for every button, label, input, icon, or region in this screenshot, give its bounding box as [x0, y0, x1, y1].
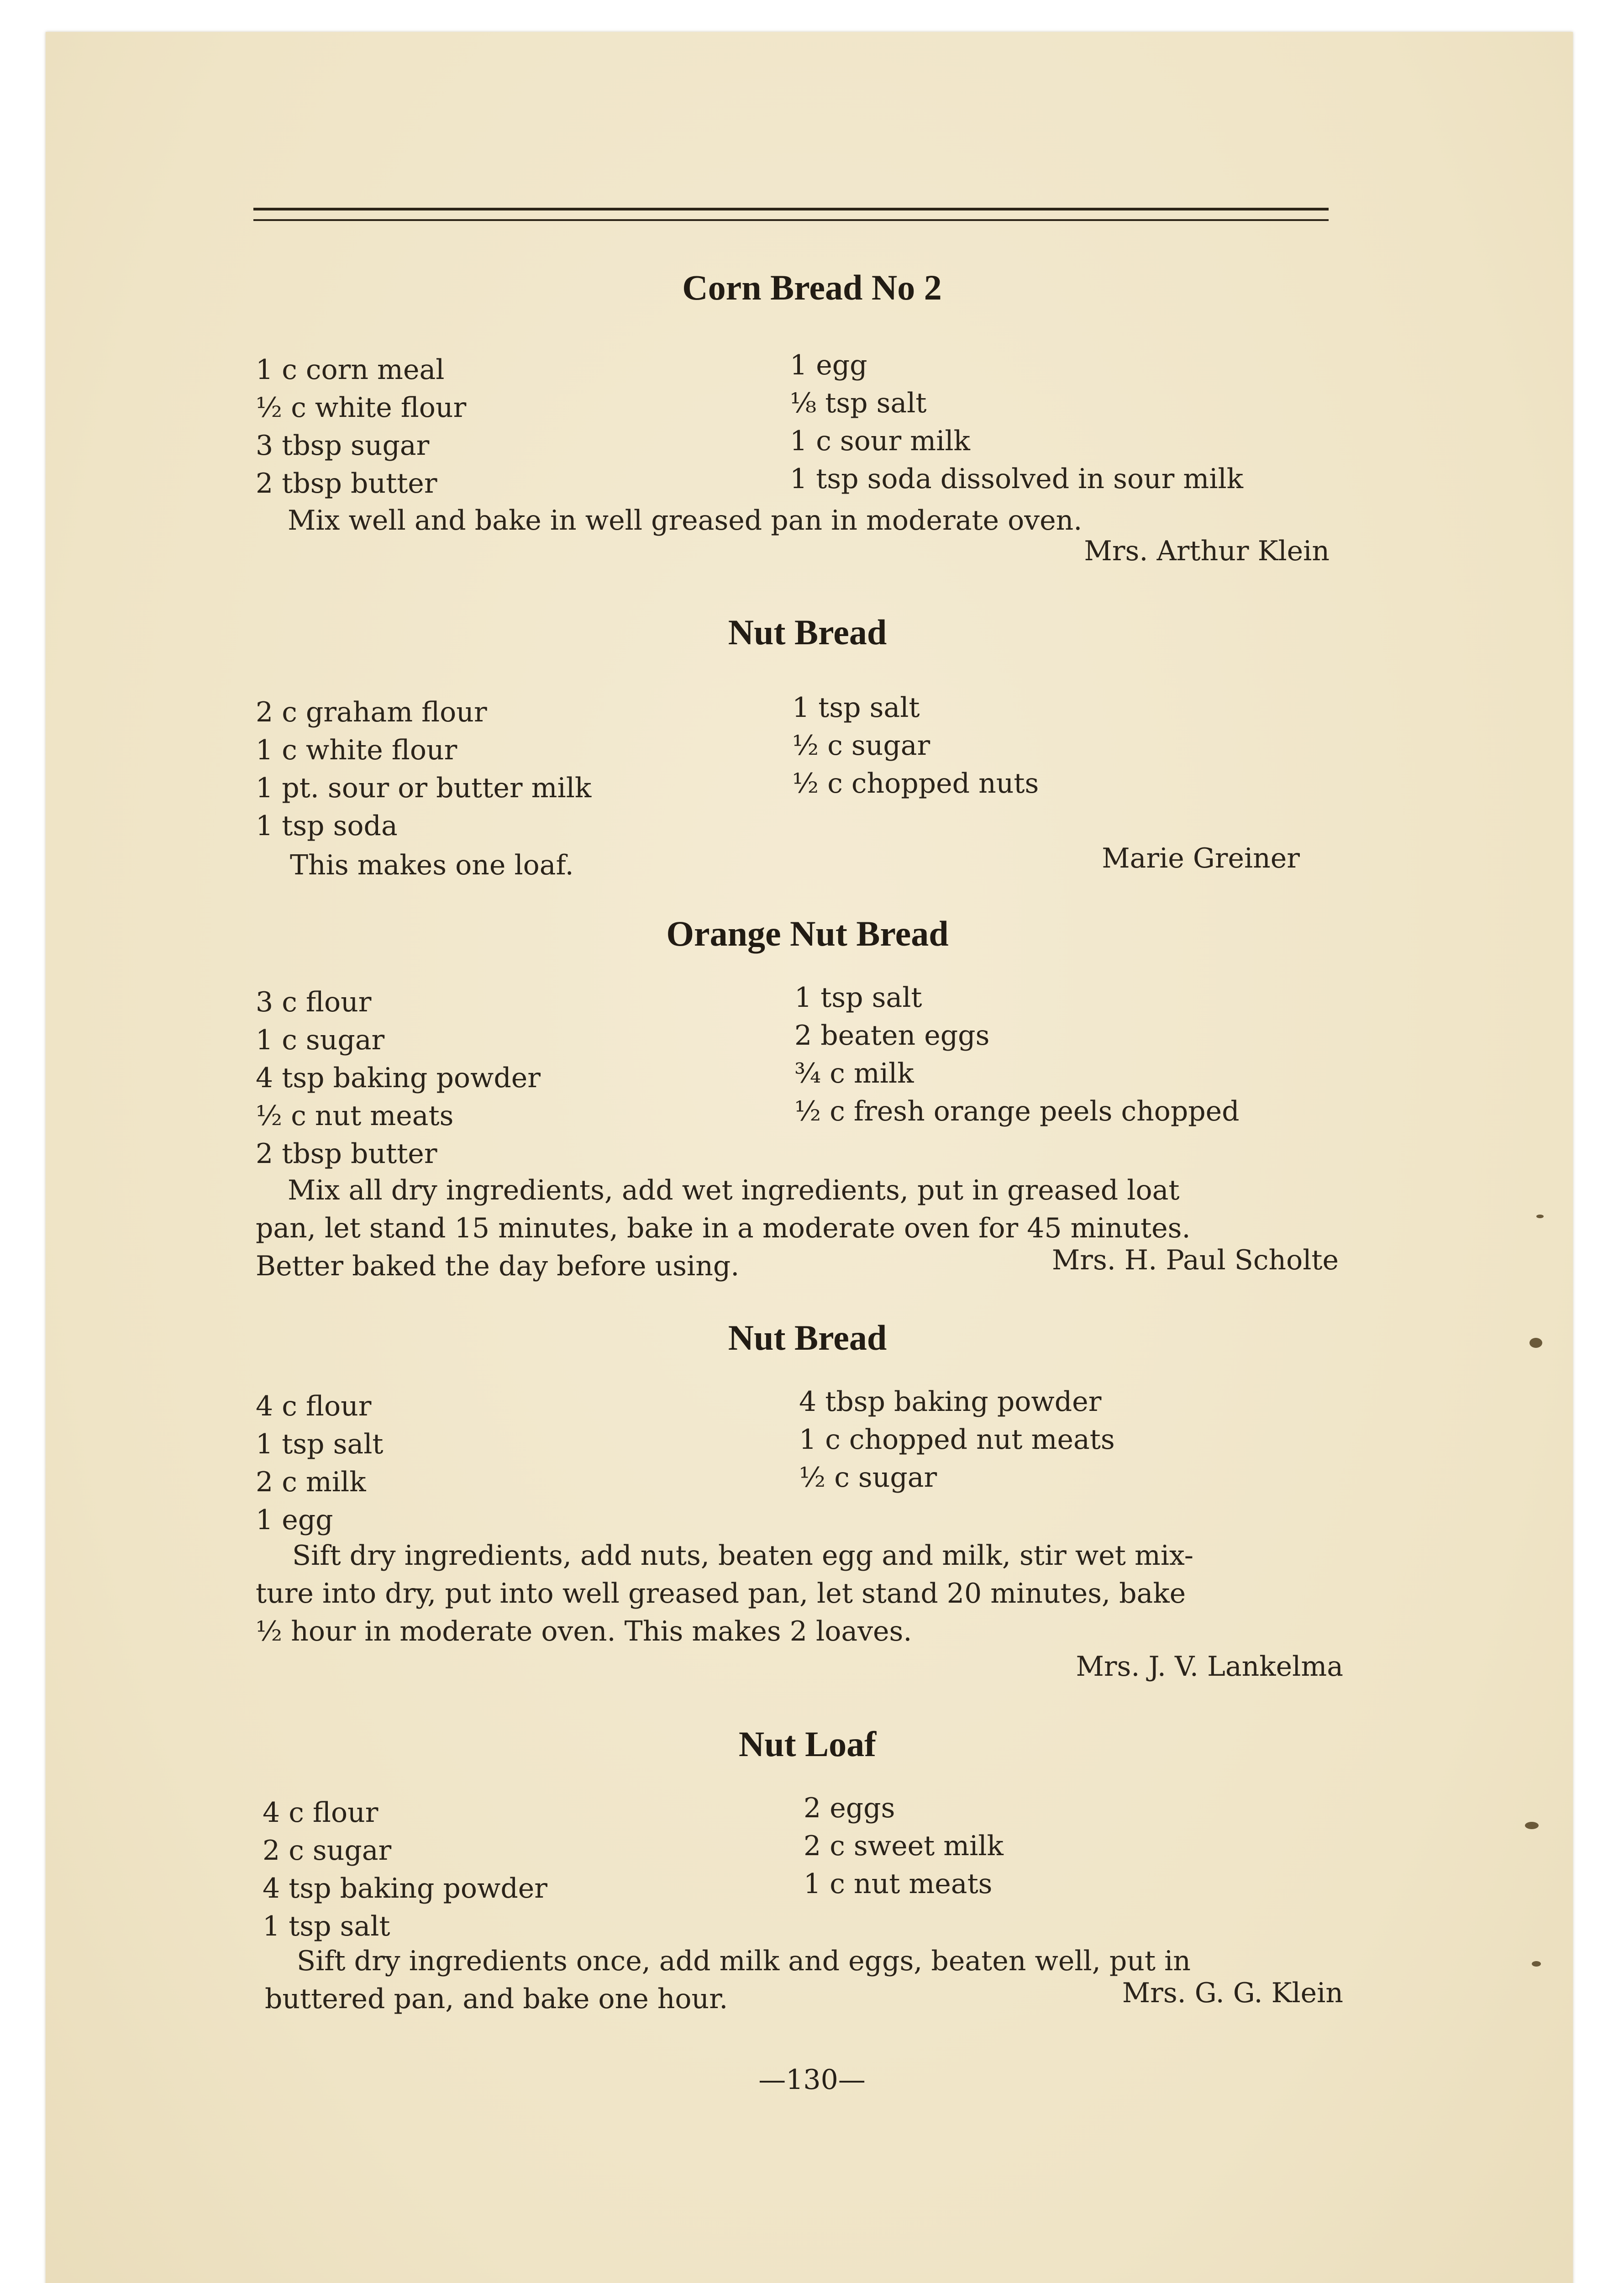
ingredient: 2 c sweet milk [804, 1830, 1004, 1862]
top-rule [253, 208, 1329, 210]
page-number: —130— [758, 2064, 866, 2096]
ingredient: 4 c flour [256, 1390, 372, 1422]
ingredient: 1 c sour milk [790, 425, 970, 457]
ingredient: ½ c white flour [256, 392, 467, 424]
ingredient: 2 c graham flour [256, 696, 487, 728]
ingredient: 1 tsp salt [263, 1910, 390, 1942]
top-rule-thin [253, 219, 1329, 221]
ingredient: 3 c flour [256, 986, 372, 1018]
recipe-author: Mrs. G. G. Klein [1122, 1977, 1343, 2009]
ingredient: ¾ c milk [794, 1057, 914, 1089]
paper-speck [1532, 1961, 1541, 1967]
ingredient: ½ c sugar [799, 1462, 937, 1494]
recipe-title: Nut Loaf [738, 1724, 877, 1764]
ingredient: 1 c sugar [256, 1024, 385, 1056]
ingredient: ½ c chopped nuts [792, 768, 1039, 800]
instructions: ture into dry, put into well greased pan, let stand 20 minutes, bake [256, 1578, 1186, 1610]
ingredient: 2 c sugar [263, 1835, 392, 1867]
ingredient: 1 pt. sour or butter milk [256, 772, 592, 804]
ingredient: 2 tbsp butter [256, 468, 437, 500]
recipe-author: Mrs. H. Paul Scholte [1051, 1244, 1339, 1276]
ingredient: 1 c corn meal [256, 354, 445, 386]
recipe-title: Orange Nut Bread [666, 914, 949, 953]
paper-speck [1529, 1338, 1542, 1348]
paper-speck [1536, 1215, 1544, 1218]
ingredient: 4 tbsp baking powder [799, 1386, 1102, 1418]
instructions: This makes one loaf. [290, 849, 574, 881]
ingredient: 1 egg [790, 349, 867, 381]
instructions: Sift dry ingredients once, add milk and eggs, beaten well, put in [297, 1945, 1191, 1977]
recipe-author: Mrs. J. V. Lankelma [1076, 1651, 1343, 1683]
recipe-author: Marie Greiner [1102, 842, 1300, 874]
ingredient: 2 tbsp butter [256, 1138, 437, 1170]
ingredient: 4 tsp baking powder [256, 1062, 541, 1094]
recipe-author: Mrs. Arthur Klein [1084, 535, 1330, 567]
instructions: Sift dry ingredients, add nuts, beaten egg and milk, stir wet mix- [292, 1540, 1194, 1572]
ingredient: 3 tbsp sugar [256, 430, 430, 462]
ingredient: 1 tsp soda [256, 810, 398, 842]
ingredient: 1 tsp salt [792, 692, 920, 724]
ingredient: 1 tsp soda dissolved in sour milk [790, 463, 1244, 495]
instructions: buttered pan, and bake one hour. [265, 1983, 728, 2015]
instructions: Mix all dry ingredients, add wet ingredients, put in greased loat [288, 1174, 1180, 1206]
recipe-title: Nut Bread [728, 1318, 887, 1357]
ingredient: ½ c fresh orange peels chopped [794, 1095, 1240, 1127]
ingredient: 1 c chopped nut meats [799, 1424, 1115, 1456]
ingredient: 1 tsp salt [794, 982, 922, 1014]
ingredient: 4 c flour [263, 1797, 378, 1829]
ingredient: ⅛ tsp salt [790, 387, 927, 419]
ingredient: 1 egg [256, 1504, 333, 1536]
instructions: ½ hour in moderate oven. This makes 2 loaves. [256, 1615, 912, 1647]
paper-speck [1525, 1822, 1539, 1829]
ingredient: 2 beaten eggs [794, 1020, 990, 1052]
ingredient: 4 tsp baking powder [263, 1873, 547, 1904]
instructions: Better baked the day before using. [256, 1250, 740, 1282]
ingredient: 1 c nut meats [804, 1868, 993, 1900]
instructions: pan, let stand 15 minutes, bake in a moderate oven for 45 minutes. [256, 1212, 1191, 1244]
instructions: Mix well and bake in well greased pan in moderate oven. [288, 505, 1083, 537]
ingredient: 1 tsp salt [256, 1428, 384, 1460]
recipe-title: Corn Bread No 2 [682, 268, 942, 307]
ingredient: 2 eggs [804, 1792, 895, 1824]
ingredient: 1 c white flour [256, 734, 457, 766]
recipe-title: Nut Bread [728, 612, 887, 652]
ingredient: ½ c nut meats [256, 1100, 454, 1132]
ingredient: ½ c sugar [792, 730, 930, 762]
ingredient: 2 c milk [256, 1466, 366, 1498]
